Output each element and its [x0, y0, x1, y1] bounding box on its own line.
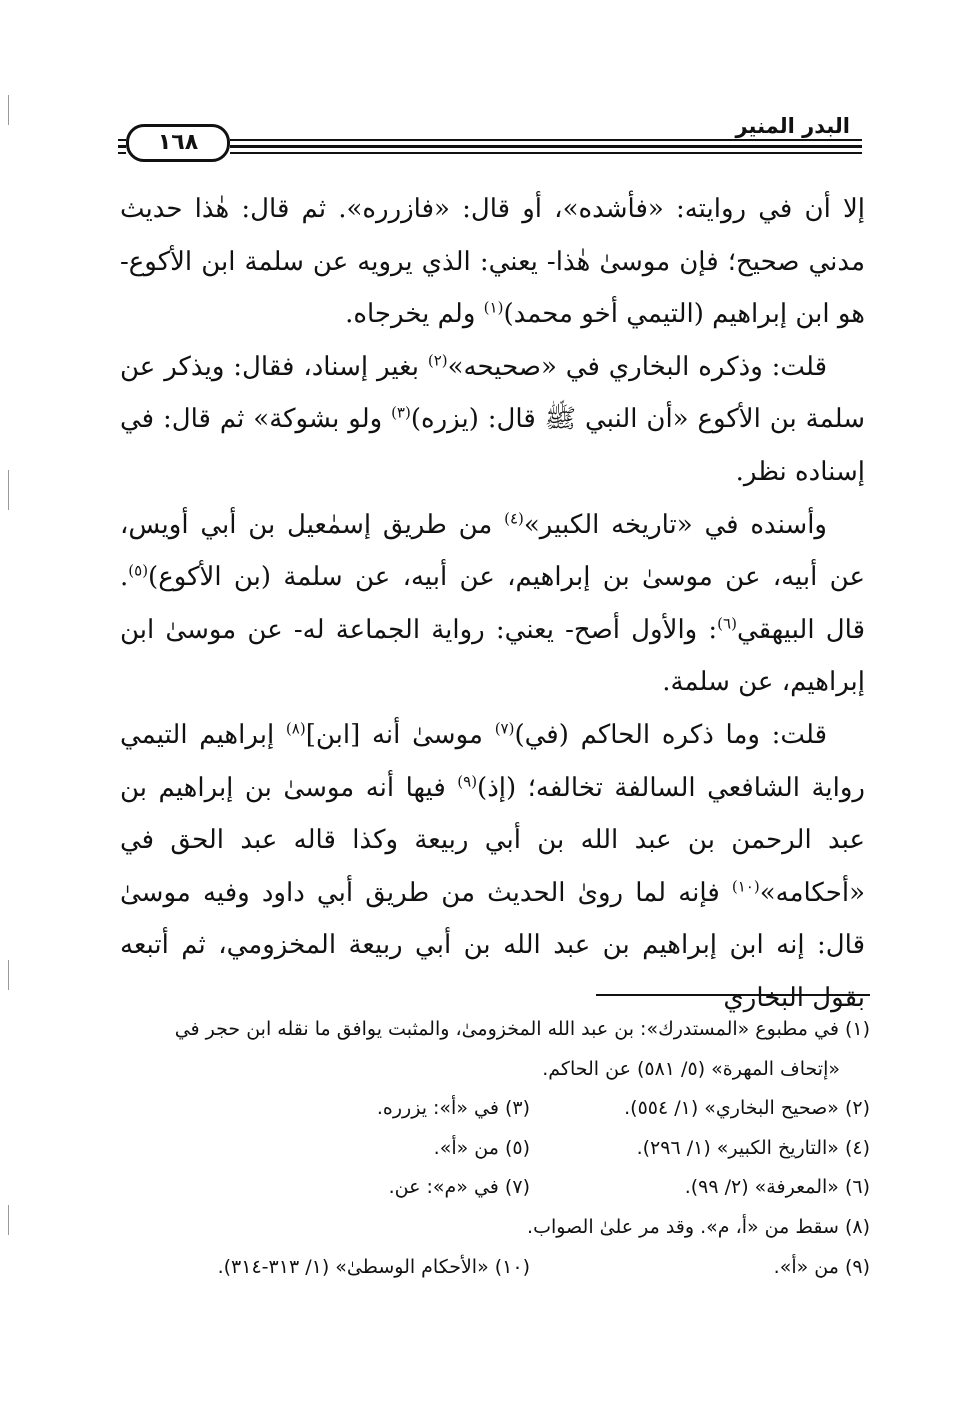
page-header [118, 112, 862, 162]
paragraph-text: فإنه لما روىٰ الحديث من طريق أبي داود وفيه موسىٰ قال: إنه ابن إبراهيم بن عبد الله بن أبي ربيعة المخزومي، ثم أتبعه بقول البخاري [120, 877, 865, 1013]
footnote-ref: (٨) [285, 719, 306, 738]
header-rule [230, 139, 862, 141]
footnote-row [100, 1248, 870, 1288]
paragraph-text: من طريق إسمٰعيل بن أبي أويس، عن أبيه، عن موسىٰ بن إبراهيم، عن أبيه، عن سلمة (بن الأكوع) [120, 509, 865, 593]
footnote-ref: (٥) [128, 561, 149, 580]
scan-margin-mark [8, 1205, 9, 1235]
header-rule [118, 145, 126, 148]
paragraph-text: قلت: وما ذكره الحاكم (في) [514, 719, 828, 750]
footnote: (١٠) «الأحكام الوسطىٰ» (١/ ٣١٣-٣١٤). [217, 1255, 530, 1278]
footnote: (٣) في «أ»: يزرره. [376, 1097, 530, 1120]
header-rule [230, 145, 862, 148]
footnote: (١) في مطبوع «المستدرك»: بن عبد الله المخزومىٰ، والمثبت يوافق ما نقله ابن حجر في [174, 1018, 870, 1040]
footnote-separator [596, 994, 870, 996]
footnote: (٥) من «أ». [433, 1136, 530, 1159]
paragraph-text: إبراهيم التيمي رواية الشافعي السالفة تخالفه؛ (إذ) [120, 719, 865, 803]
main-text [120, 183, 865, 1025]
paragraph [120, 341, 865, 499]
header-rule [118, 139, 126, 141]
paragraph-text: وأسنده في «تاريخه الكبير» [523, 509, 827, 540]
footnote-ref: (١٠) [731, 877, 760, 896]
footnote: (٩) من «أ». [773, 1255, 870, 1278]
footnote: (٧) في «م»: عن. [388, 1176, 530, 1199]
paragraph-text: . قال البيهقي [120, 562, 865, 645]
footnote-continuation: «إتحاف المهرة» (٥/ ٥٨١) عن الحاكم. [542, 1057, 840, 1080]
footnote-ref: (٤) [504, 508, 524, 527]
scan-margin-mark [8, 470, 9, 510]
footnote-ref: (٧) [494, 719, 515, 738]
footnote-ref: (٣) [391, 403, 411, 422]
paragraph-text: موسىٰ أنه [ابن] [305, 719, 495, 750]
paragraph-text: بغير إسناد، فقال: ويذكر عن سلمة بن الأكوع «أن النبي ﷺ قال: (يزره) [120, 351, 865, 435]
scan-margin-mark [8, 960, 9, 990]
paragraph-text: فيها أنه موسىٰ بن إبراهيم بن عبد الرحمن بن عبد الله بن أبي ربيعة وكذا قاله عبد الحق في «أحكامه» [120, 772, 865, 908]
footnote: (٨) سقط من «أ، م». وقد مر علىٰ الصواب. [527, 1215, 870, 1238]
paragraph-text: قلت: وذكره البخاري في «صحيحه» [447, 351, 827, 382]
page-number: ١٦٨ [126, 124, 230, 162]
footnotes [100, 1010, 870, 1287]
paragraph-text: ولم يخرجاه. [345, 299, 484, 330]
paragraph [120, 709, 865, 1025]
paragraph-text: إلا أن في روايته: «فأشده»، أو قال: «فازرره». ثم قال: هٰذا حديث مدني صحيح؛ فإن موسىٰ هٰذا- يعني: الذي يرويه عن سلمة ابن الأكوع- هو ابن إبراهيم (التيمي أخو محمد) [120, 194, 865, 330]
running-title: البدر المنير [735, 114, 850, 138]
footnote-ref: (٩) [457, 771, 478, 790]
footnote-ref: (٢) [427, 351, 448, 370]
header-rule [230, 152, 862, 154]
footnote-row [100, 1089, 870, 1129]
scan-margin-mark [8, 95, 9, 125]
paragraph-text: : والأول أصح- يعني: رواية الجماعة له- عن موسىٰ ابن إبراهيم، عن سلمة. [120, 614, 865, 698]
paragraph [120, 183, 865, 341]
footnote: (٤) «التاريخ الكبير» (١/ ٢٩٦). [636, 1136, 870, 1159]
footnote: (٢) «صحيح البخاري» (١/ ٥٥٤). [624, 1097, 870, 1120]
paragraph [120, 499, 865, 709]
footnote-row [100, 1168, 870, 1208]
footnote-ref: (١) [483, 298, 504, 317]
footnote-row [100, 1129, 870, 1169]
footnote: (٦) «المعرفة» (٢/ ٩٩). [684, 1176, 870, 1199]
header-rule [118, 152, 126, 154]
footnote-ref: (٦) [717, 614, 737, 633]
paragraph-text: ولو بشوكة» ثم قال: في إسناده نظر. [120, 404, 865, 487]
